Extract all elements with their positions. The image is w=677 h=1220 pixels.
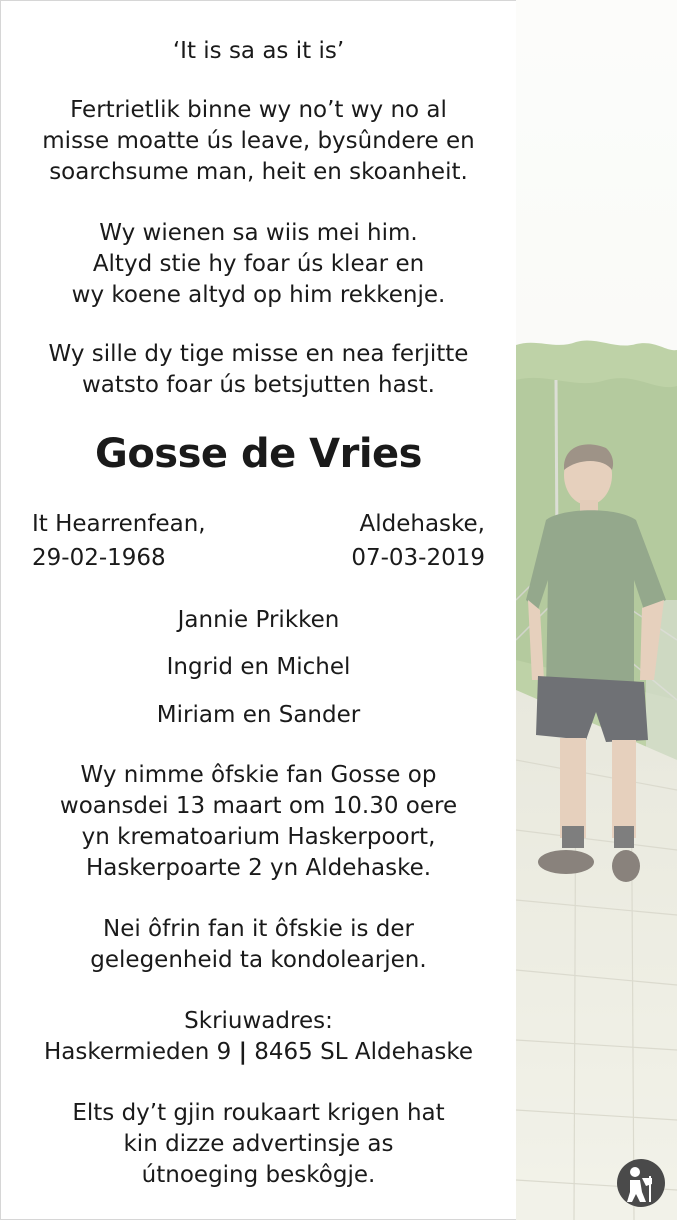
family-member: Miriam en Sander: [156, 702, 361, 728]
birth-info: [32, 507, 206, 575]
ceremony-line: Haskerpoarte 2 yn Aldehaske.: [85, 855, 432, 881]
intro-paragraph: [10, 95, 507, 188]
address-separator: |: [238, 1039, 247, 1065]
verse-paragraph: [10, 218, 507, 311]
ceremony-line: yn krematoarium Haskerpoort,: [81, 824, 436, 850]
verse-line: Altyd stie hy foar ús klear en: [92, 251, 425, 277]
death-place: Aldehaske,: [359, 511, 485, 537]
birth-date: 29-02-1968: [32, 545, 166, 571]
birth-place: It Hearrenfean,: [32, 511, 206, 537]
address-street: Haskermieden 9: [43, 1039, 232, 1065]
address-block: [10, 1006, 507, 1068]
verse-line: Wy wienen sa wiis mei him.: [99, 220, 418, 246]
portrait-photo: [516, 0, 677, 1220]
closing-paragraph: [10, 1098, 507, 1191]
death-info: [351, 507, 485, 575]
motto: ‘It is sa as it is’: [172, 38, 345, 64]
verse-line: wy koene altyd op him rekkenje.: [71, 282, 446, 308]
deceased-name: Gosse de Vries: [94, 431, 422, 477]
address-label: Skriuwadres:: [184, 1008, 333, 1034]
address-line: [10, 1037, 507, 1068]
intro-line: Fertrietlik binne wy no’t wy no al: [70, 97, 447, 123]
ceremony-line: Wy nimme ôfskie fan Gosse op: [80, 762, 437, 788]
verse-paragraph-2: [10, 339, 507, 401]
address-city: 8465 SL Aldehaske: [254, 1039, 474, 1065]
death-date: 07-03-2019: [351, 545, 485, 571]
obituary-text: [10, 0, 507, 1220]
verse-line: Wy sille dy tige misse en nea ferjitte: [48, 341, 469, 367]
photo-overlay: [516, 0, 677, 1220]
family-member: Ingrid en Michel: [166, 654, 351, 680]
ceremony-paragraph: [10, 760, 507, 884]
intro-line: misse moatte ús leave, bysûndere en: [42, 128, 475, 154]
intro-line: soarchsume man, heit en skoanheit.: [49, 159, 468, 185]
condolence-paragraph: [10, 914, 507, 976]
ceremony-line: woansdei 13 maart om 10.30 oere: [59, 793, 458, 819]
condolence-line: gelegenheid ta kondolearjen.: [90, 947, 427, 973]
closing-line: Elts dy’t gjin roukaart krigen hat: [72, 1100, 445, 1126]
closing-line: útnoeging beskôgje.: [141, 1162, 376, 1188]
verse-line: watsto foar ús betsjutten hast.: [82, 372, 435, 398]
memorial-logo-icon: [616, 1158, 666, 1208]
family-member: Jannie Prikken: [177, 607, 340, 633]
condolence-line: Nei ôfrin fan it ôfskie is der: [103, 916, 414, 942]
closing-line: kin dizze advertinsje as: [123, 1131, 394, 1157]
